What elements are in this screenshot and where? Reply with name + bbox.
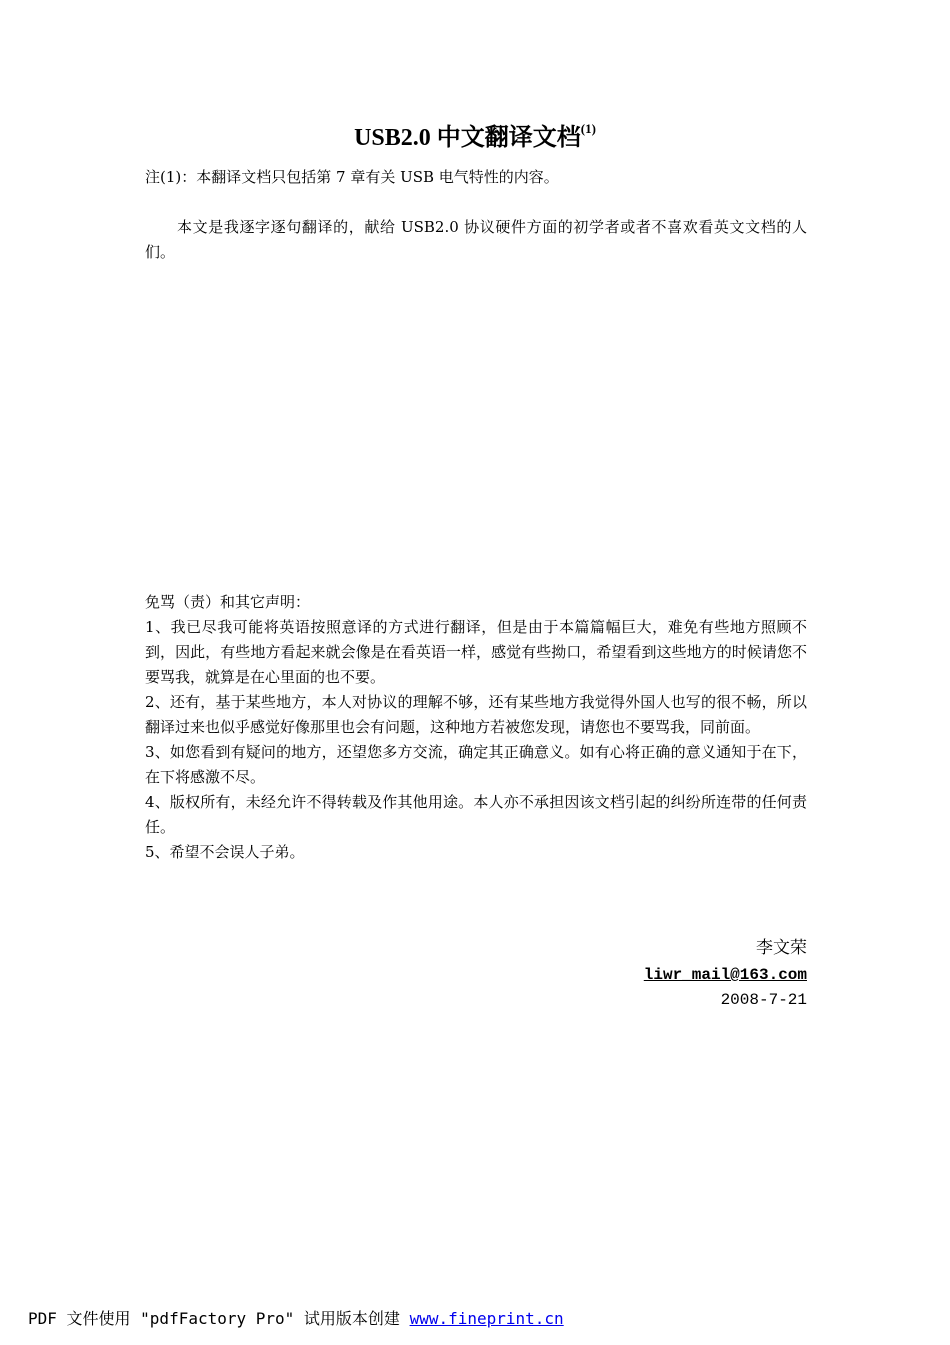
title-footnote-marker: (1) bbox=[580, 121, 596, 136]
title-text: USB2.0 中文翻译文档 bbox=[354, 125, 581, 151]
footnote-note: 注(1)：本翻译文档只包括第 7 章有关 USB 电气特性的内容。 bbox=[145, 168, 559, 186]
disclaimer-item-1: 1、我已尽我可能将英语按照意译的方式进行翻译，但是由于本篇篇幅巨大，难免有些地方照顾不到，因此，有些地方看起来就会像是在看英语一样，感觉有些拗口，希望看到这些地方的时候请您不要骂我，就算是在心里面的也不要。 bbox=[145, 618, 807, 686]
disclaimer-section bbox=[145, 590, 807, 865]
intro-paragraph: 本文是我逐字逐句翻译的，献给 USB2.0 协议硬件方面的初学者或者不喜欢看英文文档的人们。 bbox=[145, 218, 807, 261]
pdf-footer bbox=[28, 1307, 564, 1331]
disclaimer-heading: 免骂（责）和其它声明： bbox=[145, 593, 311, 611]
footer-text: PDF 文件使用 "pdfFactory Pro" 试用版本创建 bbox=[28, 1309, 410, 1328]
footer-link[interactable]: www.fineprint.cn bbox=[409, 1309, 564, 1328]
disclaimer-item-5: 5、希望不会误人子弟。 bbox=[145, 843, 305, 861]
document-title bbox=[0, 122, 950, 154]
signature-block bbox=[644, 936, 807, 1013]
author-name: 李文荣 bbox=[756, 938, 807, 958]
author-email-link[interactable]: liwr_mail@163.com bbox=[643, 966, 807, 984]
document-date: 2008-7-21 bbox=[720, 991, 807, 1009]
disclaimer-item-3: 3、如您看到有疑问的地方，还望您多方交流，确定其正确意义。如有心将正确的意义通知于在下，在下将感激不尽。 bbox=[145, 743, 807, 786]
disclaimer-item-2: 2、还有，基于某些地方，本人对协议的理解不够，还有某些地方我觉得外国人也写的很不畅，所以翻译过来也似乎感觉好像那里也会有问题，这种地方若被您发现，请您也不要骂我，同前面。 bbox=[145, 693, 807, 736]
disclaimer-item-4: 4、版权所有，未经允许不得转载及作其他用途。本人亦不承担因该文档引起的纠纷所连带的任何责任。 bbox=[145, 793, 807, 836]
